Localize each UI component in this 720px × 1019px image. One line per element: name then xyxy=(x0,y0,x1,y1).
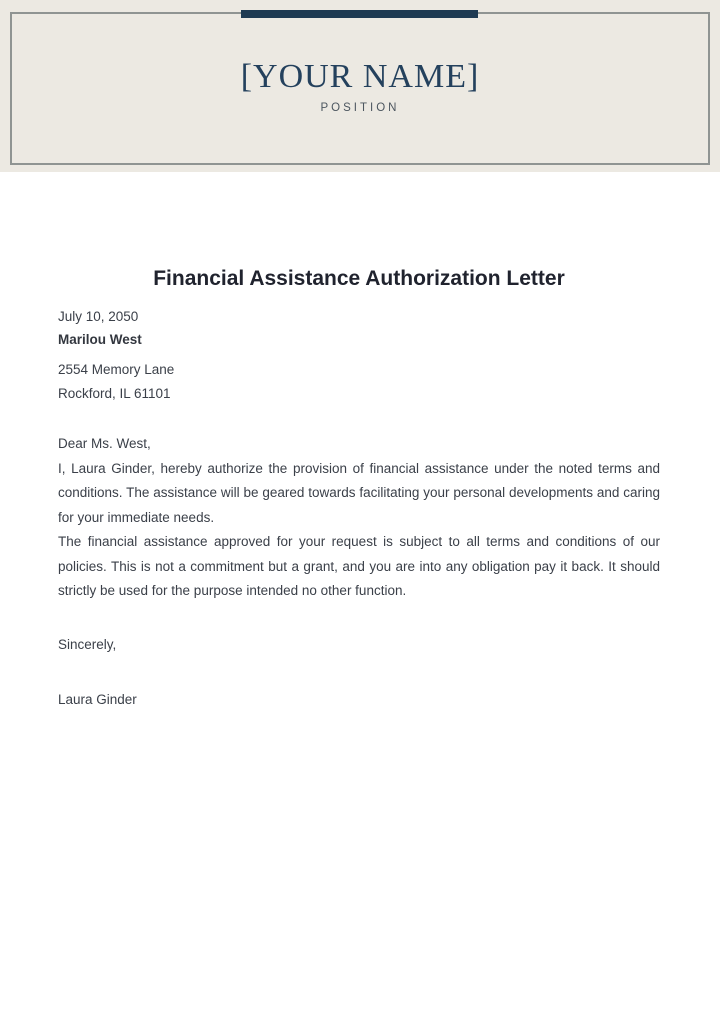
paragraph-2: The financial assistance approved for your request is subject to all terms and conditions of our policies. This is not a commitment but a grant, and you are into any obligation pay it back. It should strictly be used for the purpose intended no other function. xyxy=(58,534,660,598)
letter-closing xyxy=(58,633,660,713)
letter-body xyxy=(0,266,720,713)
letter-meta xyxy=(58,305,660,406)
salutation: Dear Ms. West, xyxy=(58,436,151,451)
signature-name: Laura Ginder xyxy=(58,692,137,707)
recipient-address-line2: Rockford, IL 61101 xyxy=(58,386,171,401)
letterhead-position-placeholder: POSITION xyxy=(320,102,400,115)
letterhead-content xyxy=(0,0,720,114)
letterhead xyxy=(0,0,720,172)
recipient-address xyxy=(58,358,660,406)
paragraph-1: I, Laura Ginder, hereby authorize the provision of financial assistance under the noted terms and conditions. The assistance will be geared towards facilitating your personal developments and caring for your immediate needs. xyxy=(58,460,660,525)
letter-date: July 10, 2050 xyxy=(58,309,139,324)
letterhead-name-placeholder: [YOUR NAME] xyxy=(240,58,480,95)
recipient-name: Marilou West xyxy=(58,332,142,347)
letter-title: Financial Assistance Authorization Letter xyxy=(153,267,565,290)
closing-phrase: Sincerely, xyxy=(58,636,117,652)
recipient-address-line1: 2554 Memory Lane xyxy=(58,362,175,377)
letter-text xyxy=(58,432,660,604)
